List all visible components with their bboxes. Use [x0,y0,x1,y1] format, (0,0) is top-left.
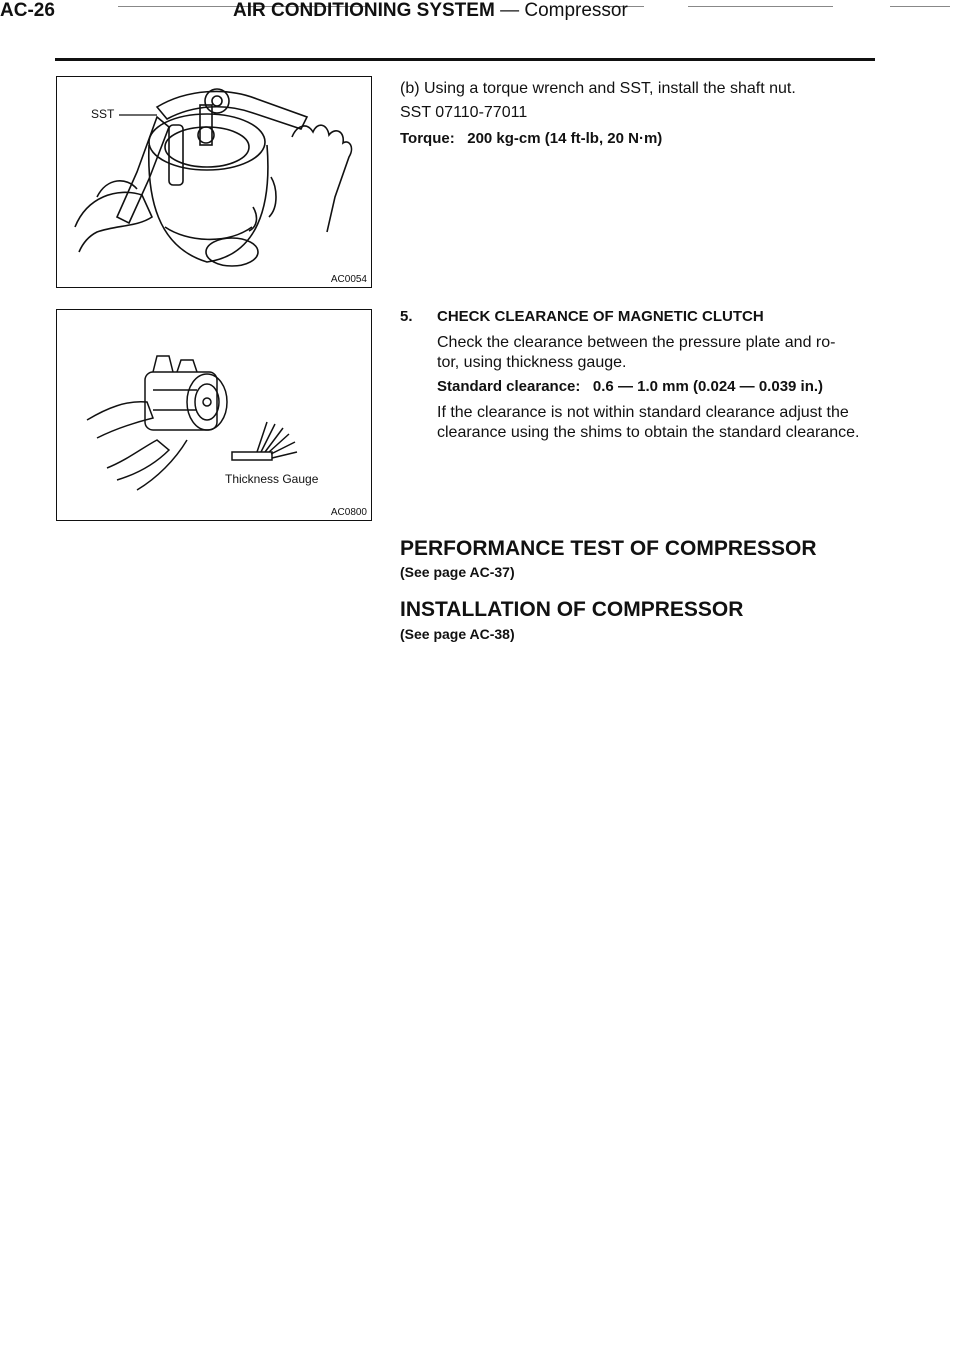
installation-ref: (See page AC-38) [400,626,515,642]
scan-mark [890,6,950,7]
figure-torque-wrench [56,76,372,288]
performance-test-ref: (See page AC-37) [400,564,515,580]
thickness-gauge-label: Thickness Gauge [225,472,319,486]
thickness-gauge-illustration [57,310,371,520]
page-number: AC-26 [0,0,55,21]
section-title-bold: AIR CONDITIONING SYSTEM [233,0,495,21]
step5-number: 5. [400,308,413,325]
scan-mark [688,6,833,7]
standard-clearance-label: Standard clearance: [437,378,581,395]
step5-line2: tor, using thickness gauge. [437,354,627,371]
standard-clearance-value: 0.6 — 1.0 mm (0.024 — 0.039 in.) [592,378,824,395]
section-title [233,0,628,22]
step-b-line1: (b) Using a torque wrench and SST, install the shaft nut. [400,80,796,97]
standard-clearance [437,376,823,398]
torque-label: Torque: [400,130,455,147]
step5-line4: clearance using the shims to obtain the standard clearance. [437,424,860,441]
sst-number: SST 07110-77011 [400,104,528,121]
step5-line3: If the clearance is not within standard clearance adjust the [437,404,849,421]
section-title-subtitle: — Compressor [494,0,628,21]
page-header [0,0,820,24]
step5-title: CHECK CLEARANCE OF MAGNETIC CLUTCH [437,308,764,325]
torque-spec [400,128,662,150]
figure-code: AC0800 [330,507,367,518]
figure-code: AC0054 [330,274,367,285]
figure-thickness-gauge [56,309,372,521]
performance-test-heading: PERFORMANCE TEST OF COMPRESSOR [400,537,817,560]
sst-label: SST [91,107,115,121]
header-rule [55,58,875,61]
installation-heading: INSTALLATION OF COMPRESSOR [400,598,744,621]
step5-line1: Check the clearance between the pressure plate and ro- [437,334,836,351]
torque-value: 200 kg-cm (14 ft-lb, 20 N·m) [467,130,663,147]
